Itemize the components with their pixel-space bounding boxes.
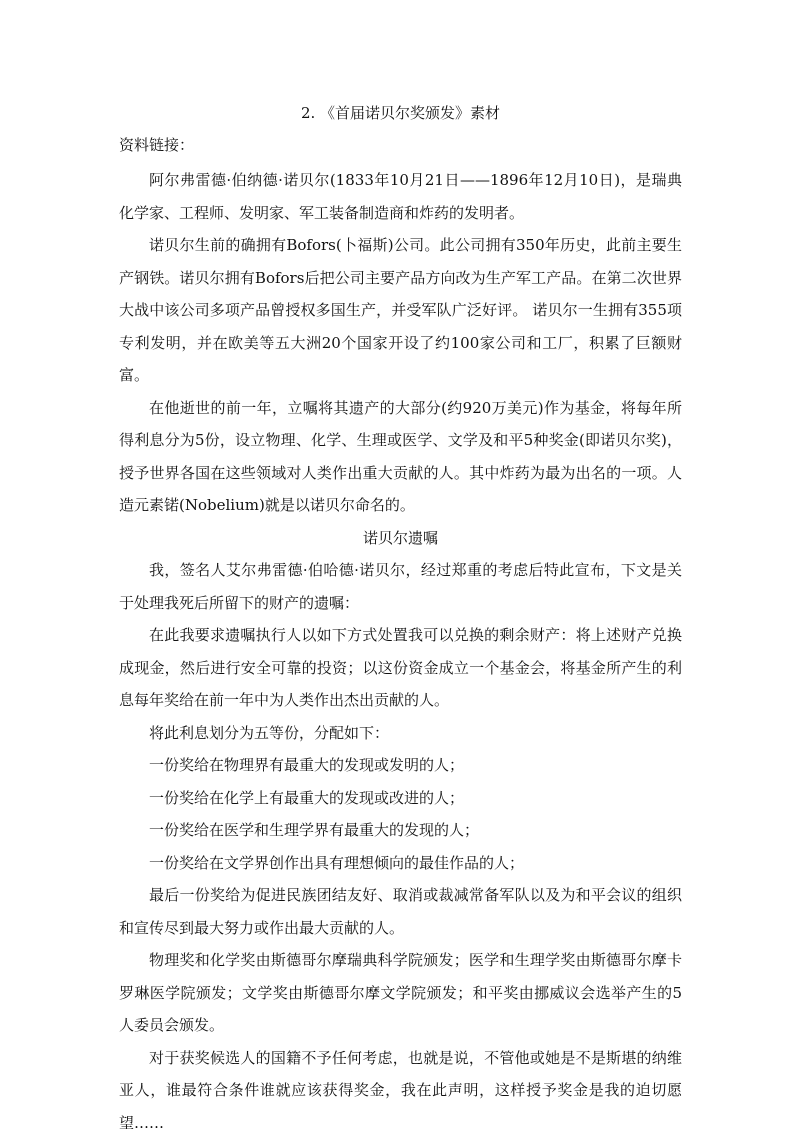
will-paragraph: 一份奖给在物理界有最重大的发现或发明的人；: [119, 749, 682, 782]
intro-paragraph: 诺贝尔生前的确拥有Bofors(卜福斯)公司。此公司拥有350年历史，此前主要生产钢铁。诺贝尔拥有Bofors后把公司主要产品方向改为生产军工产品。在第二次世界大战中该公司多项产品曾授权多国生产，并受军队广泛好评。 诺贝尔一生拥有355项专利发明，并在欧美等五大洲20个国家开设了约100家公司和工厂，积累了巨额财富。: [119, 229, 682, 392]
will-paragraph: 在此我要求遗嘱执行人以如下方式处置我可以兑换的剩余财产：将上述财产兑换成现金，然后进行安全可靠的投资；以这份资金成立一个基金会，将基金所产生的利息每年奖给在前一年中为人类作出杰出贡献的人。: [119, 619, 682, 717]
will-paragraph: 将此利息划分为五等份，分配如下：: [119, 717, 682, 750]
will-paragraph: 物理奖和化学奖由斯德哥尔摩瑞典科学院颁发；医学和生理学奖由斯德哥尔摩卡罗琳医学院颁发；文学奖由斯德哥尔摩文学院颁发；和平奖由挪威议会选举产生的5人委员会颁发。: [119, 944, 682, 1042]
document-page: [119, 100, 682, 1139]
will-paragraph: 一份奖给在化学上有最重大的发现或改进的人；: [119, 782, 682, 815]
intro-paragraph: 阿尔弗雷德·伯纳德·诺贝尔(1833年10月21日——1896年12月10日)，是瑞典化学家、工程师、发明家、军工装备制造商和炸药的发明者。: [119, 164, 682, 229]
will-paragraph: 对于获奖候选人的国籍不予任何考虑，也就是说，不管他或她是不是斯堪的纳维亚人，谁最符合条件谁就应该获得奖金，我在此声明，这样授予奖金是我的迫切愿望……: [119, 1042, 682, 1139]
will-paragraph: 一份奖给在医学和生理学界有最重大的发现的人；: [119, 814, 682, 847]
document-title: 2. 《首届诺贝尔奖颁发》素材: [119, 100, 682, 126]
will-title: 诺贝尔遗嘱: [119, 522, 682, 555]
will-paragraph: 一份奖给在文学界创作出具有理想倾向的最佳作品的人；: [119, 847, 682, 880]
will-paragraph: 我，签名人艾尔弗雷德·伯哈德·诺贝尔，经过郑重的考虑后特此宣布，下文是关于处理我死后所留下的财产的遗嘱：: [119, 554, 682, 619]
intro-paragraph: 在他逝世的前一年，立嘱将其遗产的大部分(约920万美元)作为基金，将每年所得利息分为5份，设立物理、化学、生理或医学、文学及和平5种奖金(即诺贝尔奖)，授予世界各国在这些领域对人类作出重大贡献的人。其中炸药为最为出名的一项。人造元素锘(Nobelium)就是以诺贝尔命名的。: [119, 392, 682, 522]
will-paragraph: 最后一份奖给为促进民族团结友好、取消或裁减常备军队以及为和平会议的组织和宣传尽到最大努力或作出最大贡献的人。: [119, 879, 682, 944]
section-label: 资料链接：: [119, 132, 682, 158]
